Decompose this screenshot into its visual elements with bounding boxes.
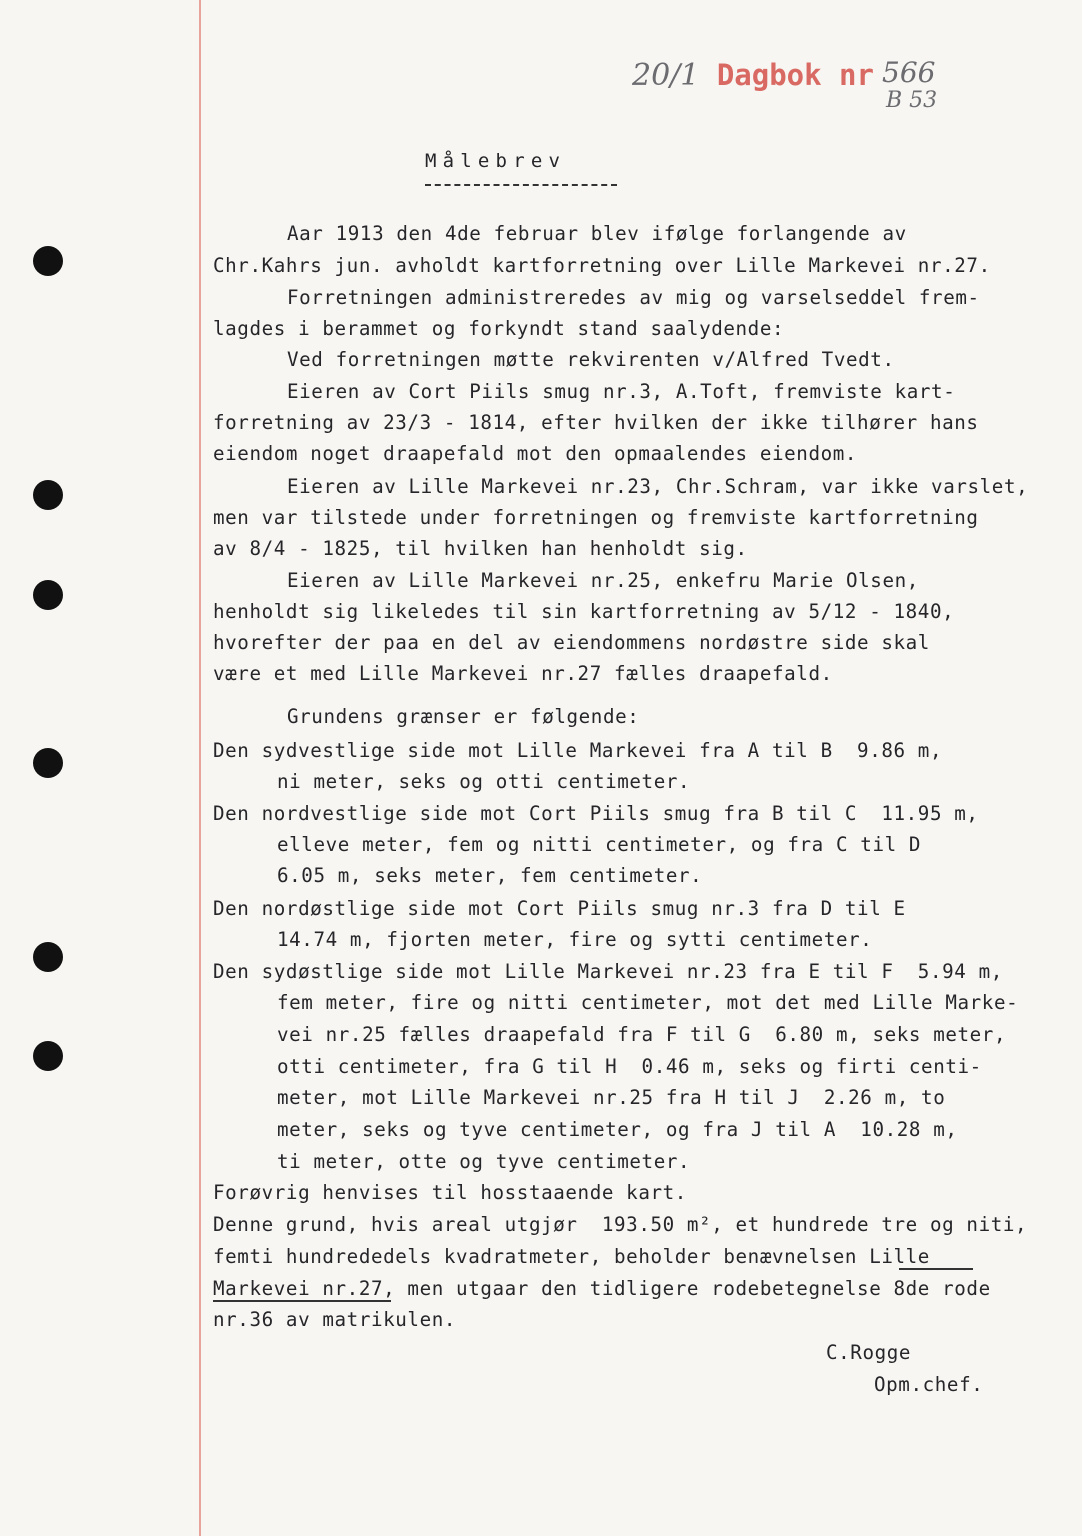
underline [899, 1268, 973, 1270]
text-line: Eieren av Lille Markevei nr.23, Chr.Schram, var ikke varslet, [287, 475, 1029, 498]
text-line: meter, seks og tyve centimeter, og fra J til A 10.28 m, [277, 1118, 958, 1141]
title-underline [425, 184, 617, 186]
margin-rule [199, 0, 201, 1536]
text-line: henholdt sig likeledes til sin kartforretning av 5/12 - 1840, [213, 600, 955, 623]
text-line: Ved forretningen møtte rekvirenten v/Alfred Tvedt. [287, 348, 895, 371]
punch-hole [33, 580, 63, 610]
text-line: Forøvrig henvises til hosstaaende kart. [213, 1181, 687, 1204]
text-line: ti meter, otte og tyve centimeter. [277, 1150, 691, 1173]
text-line: femti hundrededels kvadratmeter, beholder benævnelsen Lille [213, 1245, 930, 1268]
punch-hole [33, 748, 63, 778]
text-line: Chr.Kahrs jun. avholdt kartforretning over Lille Markevei nr.27. [213, 254, 991, 277]
text-line: ni meter, seks og otti centimeter. [277, 770, 691, 793]
text-line: hvorefter der paa en del av eiendommens nordøstre side skal [213, 631, 930, 654]
text-line: Eieren av Cort Piils smug nr.3, A.Toft, fremviste kart- [287, 380, 956, 403]
stamp-date: 20/1 [632, 58, 700, 93]
signature-name: C.Rogge [826, 1341, 912, 1364]
punch-hole [33, 1041, 63, 1071]
text-line: Forretningen administreredes av mig og varselseddel frem- [287, 286, 980, 309]
underline [213, 1300, 391, 1302]
text-line: 14.74 m, fjorten meter, fire og sytti centimeter. [277, 928, 873, 951]
dagbok-stamp [632, 56, 938, 113]
text-line: otti centimeter, fra G til H 0.46 m, seks og firti centi- [277, 1055, 982, 1078]
stamp-number: 566 [882, 56, 936, 89]
text-line: nr.36 av matrikulen. [213, 1308, 457, 1331]
text-line: 6.05 m, seks meter, fem centimeter. [277, 864, 703, 887]
text-line: forretning av 23/3 - 1814, efter hvilken der ikke tilhører hans [213, 411, 979, 434]
text-line: fem meter, fire og nitti centimeter, mot det med Lille Marke- [277, 991, 1019, 1014]
signature-title: Opm.chef. [874, 1373, 984, 1396]
text-line: Den nordøstlige side mot Cort Piils smug nr.3 fra D til E [213, 897, 906, 920]
punch-hole [33, 942, 63, 972]
text-line: Aar 1913 den 4de februar blev ifølge forlangende av [287, 222, 907, 245]
text-line: Den sydvestlige side mot Lille Markevei fra A til B 9.86 m, [213, 739, 943, 762]
text-line: eiendom noget draapefald mot den opmaalendes eiendom. [213, 442, 858, 465]
text-line: Eieren av Lille Markevei nr.25, enkefru Marie Olsen, [287, 569, 919, 592]
punch-hole [33, 246, 63, 276]
document-title: Målebrev [425, 150, 567, 172]
text-line: Grundens grænser er følgende: [287, 705, 640, 728]
text-line: Denne grund, hvis areal utgjør 193.50 m², et hundrede tre og niti, [213, 1213, 1028, 1236]
text-line: Den nordvestlige side mot Cort Piils smug fra B til C 11.95 m, [213, 802, 979, 825]
text-line: men var tilstede under forretningen og fremviste kartforretning [213, 506, 979, 529]
stamp-year: B 53 [886, 88, 938, 113]
text-line: av 8/4 - 1825, til hvilken han henholdt sig. [213, 537, 748, 560]
text-line: Den sydøstlige side mot Lille Markevei nr.23 fra E til F 5.94 m, [213, 960, 1003, 983]
text-line: meter, mot Lille Markevei nr.25 fra H til J 2.26 m, to [277, 1086, 946, 1109]
text-line: elleve meter, fem og nitti centimeter, og fra C til D [277, 833, 922, 856]
text-line: Markevei nr.27, men utgaar den tidligere rodebetegnelse 8de rode [213, 1277, 991, 1300]
text-line: lagdes i berammet og forkyndt stand saalydende: [213, 317, 785, 340]
stamp-label: Dagbok nr [716, 58, 874, 92]
text-line: være et med Lille Markevei nr.27 fælles draapefald. [213, 662, 833, 685]
punch-hole [33, 480, 63, 510]
text-line: vei nr.25 fælles draapefald fra F til G 6.80 m, seks meter, [277, 1023, 1007, 1046]
